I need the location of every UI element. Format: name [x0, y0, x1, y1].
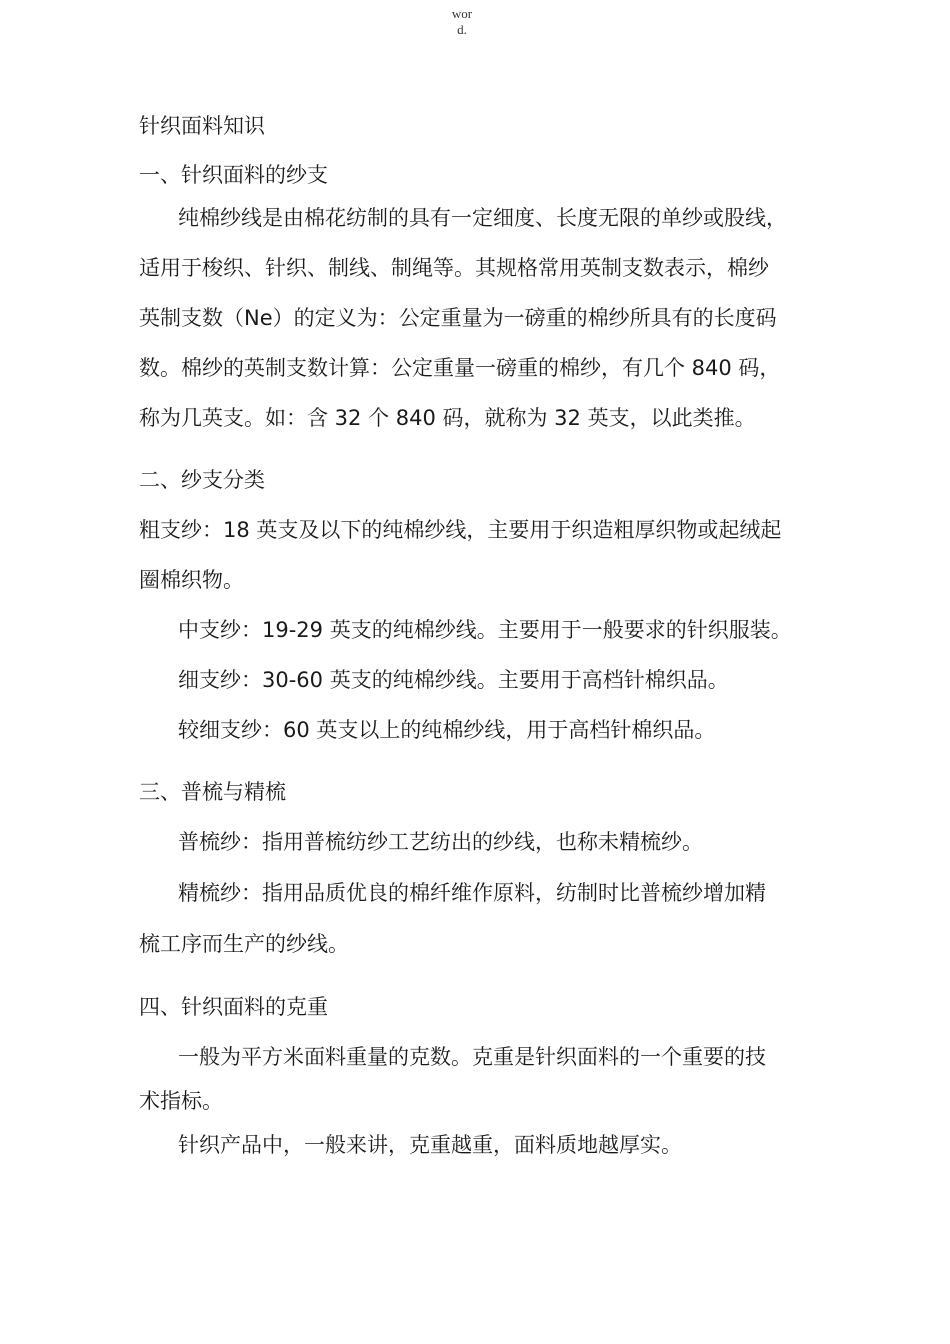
- combed-yarn-line: 梳工序而生产的纱线。: [139, 932, 349, 956]
- weight-paragraph-line: 术指标。: [139, 1089, 223, 1113]
- weight-paragraph-line: 针织产品中，一般来讲，克重越重，面料质地越厚实。: [178, 1133, 682, 1157]
- weight-paragraph-line: 一般为平方米面料重量的克数。克重是针织面料的一个重要的技: [178, 1045, 766, 1069]
- page-header-line-2: d.: [457, 22, 467, 37]
- coarse-yarn-line: 粗支纱：18 英支及以下的纯棉纱线，主要用于织造粗厚织物或起绒起: [139, 518, 782, 542]
- coarse-yarn-line: 圈棉织物。: [139, 568, 244, 592]
- paragraph-line: 数。棉纱的英制支数计算：公定重量一磅重的棉纱，有几个 840 码，: [139, 356, 781, 380]
- page-header-line-1: wor: [451, 6, 473, 21]
- combed-yarn-line: 精梳纱：指用品质优良的棉纤维作原料，纺制时比普梳纱增加精: [178, 881, 766, 905]
- paragraph-line: 纯棉纱线是由棉花纺制的具有一定细度、长度无限的单纱或股线，: [178, 206, 787, 230]
- page-header: [440, 6, 484, 38]
- section-1-heading: 一、针织面料的纱支: [139, 163, 328, 187]
- section-4-heading: 四、针织面料的克重: [139, 995, 328, 1019]
- paragraph-line: 适用于梭织、针织、制线、制绳等。其规格常用英制支数表示，棉纱: [139, 256, 769, 280]
- medium-yarn-line: 中支纱：19-29 英支的纯棉纱线。主要用于一般要求的针织服装。: [178, 618, 792, 642]
- paragraph-line: 称为几英支。如：含 32 个 840 码，就称为 32 英支，以此类推。: [139, 406, 756, 430]
- section-3-heading: 三、普梳与精梳: [139, 780, 286, 804]
- paragraph-line: 英制支数（Ne）的定义为：公定重量为一磅重的棉纱所具有的长度码: [139, 306, 777, 330]
- fine-yarn-line: 细支纱：30-60 英支的纯棉纱线。主要用于高档针棉织品。: [178, 668, 729, 692]
- section-2-heading: 二、纱支分类: [139, 468, 265, 492]
- document-title: 针织面料知识: [139, 114, 265, 138]
- carded-yarn-line: 普梳纱：指用普梳纺纱工艺纺出的纱线，也称未精梳纱。: [178, 830, 703, 854]
- finer-yarn-line: 较细支纱：60 英支以上的纯棉纱线，用于高档针棉织品。: [178, 718, 716, 742]
